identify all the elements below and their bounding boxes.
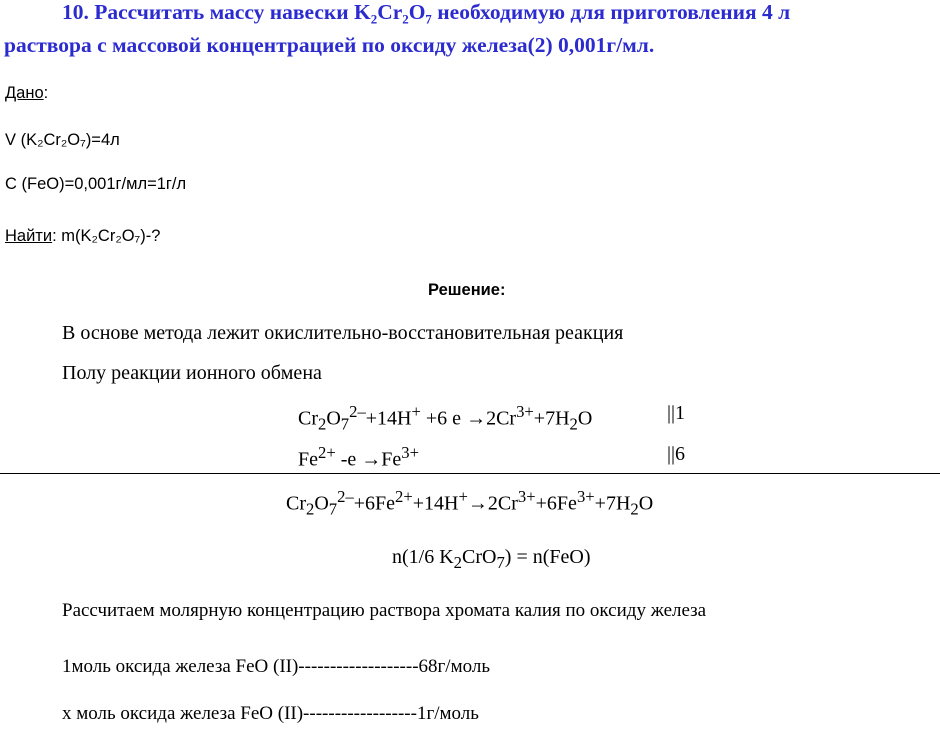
- divider-line: [0, 473, 940, 474]
- given-label: Дано: [5, 84, 44, 102]
- overall-reaction: $Cr_2O_7^{2-}+6Fe^{2+}+14H^+\to 2Cr^{3+}+6Fe^{3+}+7H_2O$: [286, 487, 654, 519]
- proportion-line-1: 1моль оксида железа FeO (II)-------------------68г/моль: [62, 656, 491, 677]
- solution-heading: Решение:: [428, 281, 506, 299]
- half-reaction-dichromate: $Cr_2O_7^{2-}+14H^+ +6$ $e \to 2Cr^{3+}+7H_2O$: [298, 402, 593, 434]
- solution-intro-2: Полу реакции ионного обмена: [62, 362, 322, 384]
- given-concentration: C (FeO)=0,001г/мл=1г/л: [5, 175, 187, 193]
- half-reaction-dichromate-factor: ||1: [667, 402, 686, 424]
- half-reaction-iron: $Fe^{2+}$ $-e \to Fe^{3+}$: [298, 443, 420, 471]
- given-colon: :: [43, 84, 49, 102]
- solution-intro-1: В основе метода лежит окислительно-восстановительная реакция: [62, 322, 624, 344]
- equivalence-relation: n(1/6 $K_2CrO_7) = n(FeO)$: [392, 546, 591, 572]
- given-volume: V (K₂Cr₂O₇)=4л: [5, 131, 120, 149]
- find-label: Найти: [5, 227, 53, 245]
- half-reaction-iron-factor: ||6: [667, 443, 686, 465]
- proportion-line-2: x моль оксида железа FeO (II)------------------1г/моль: [62, 703, 479, 724]
- find-line: [5, 227, 160, 246]
- given-heading: [5, 84, 48, 103]
- find-target: : m(K₂Cr₂O₇)-?: [52, 227, 161, 245]
- problem-title-line1: 10. Рассчитать массу навески K₂Cr₂O₇ необходимую для приготовления 4 л: [62, 0, 791, 24]
- calc-intro: Рассчитаем молярную концентрацию раствора хромата калия по оксиду железа: [62, 600, 707, 621]
- problem-title-line2: раствора с массовой концентрацией по оксиду железа(2) 0,001г/мл.: [4, 33, 655, 57]
